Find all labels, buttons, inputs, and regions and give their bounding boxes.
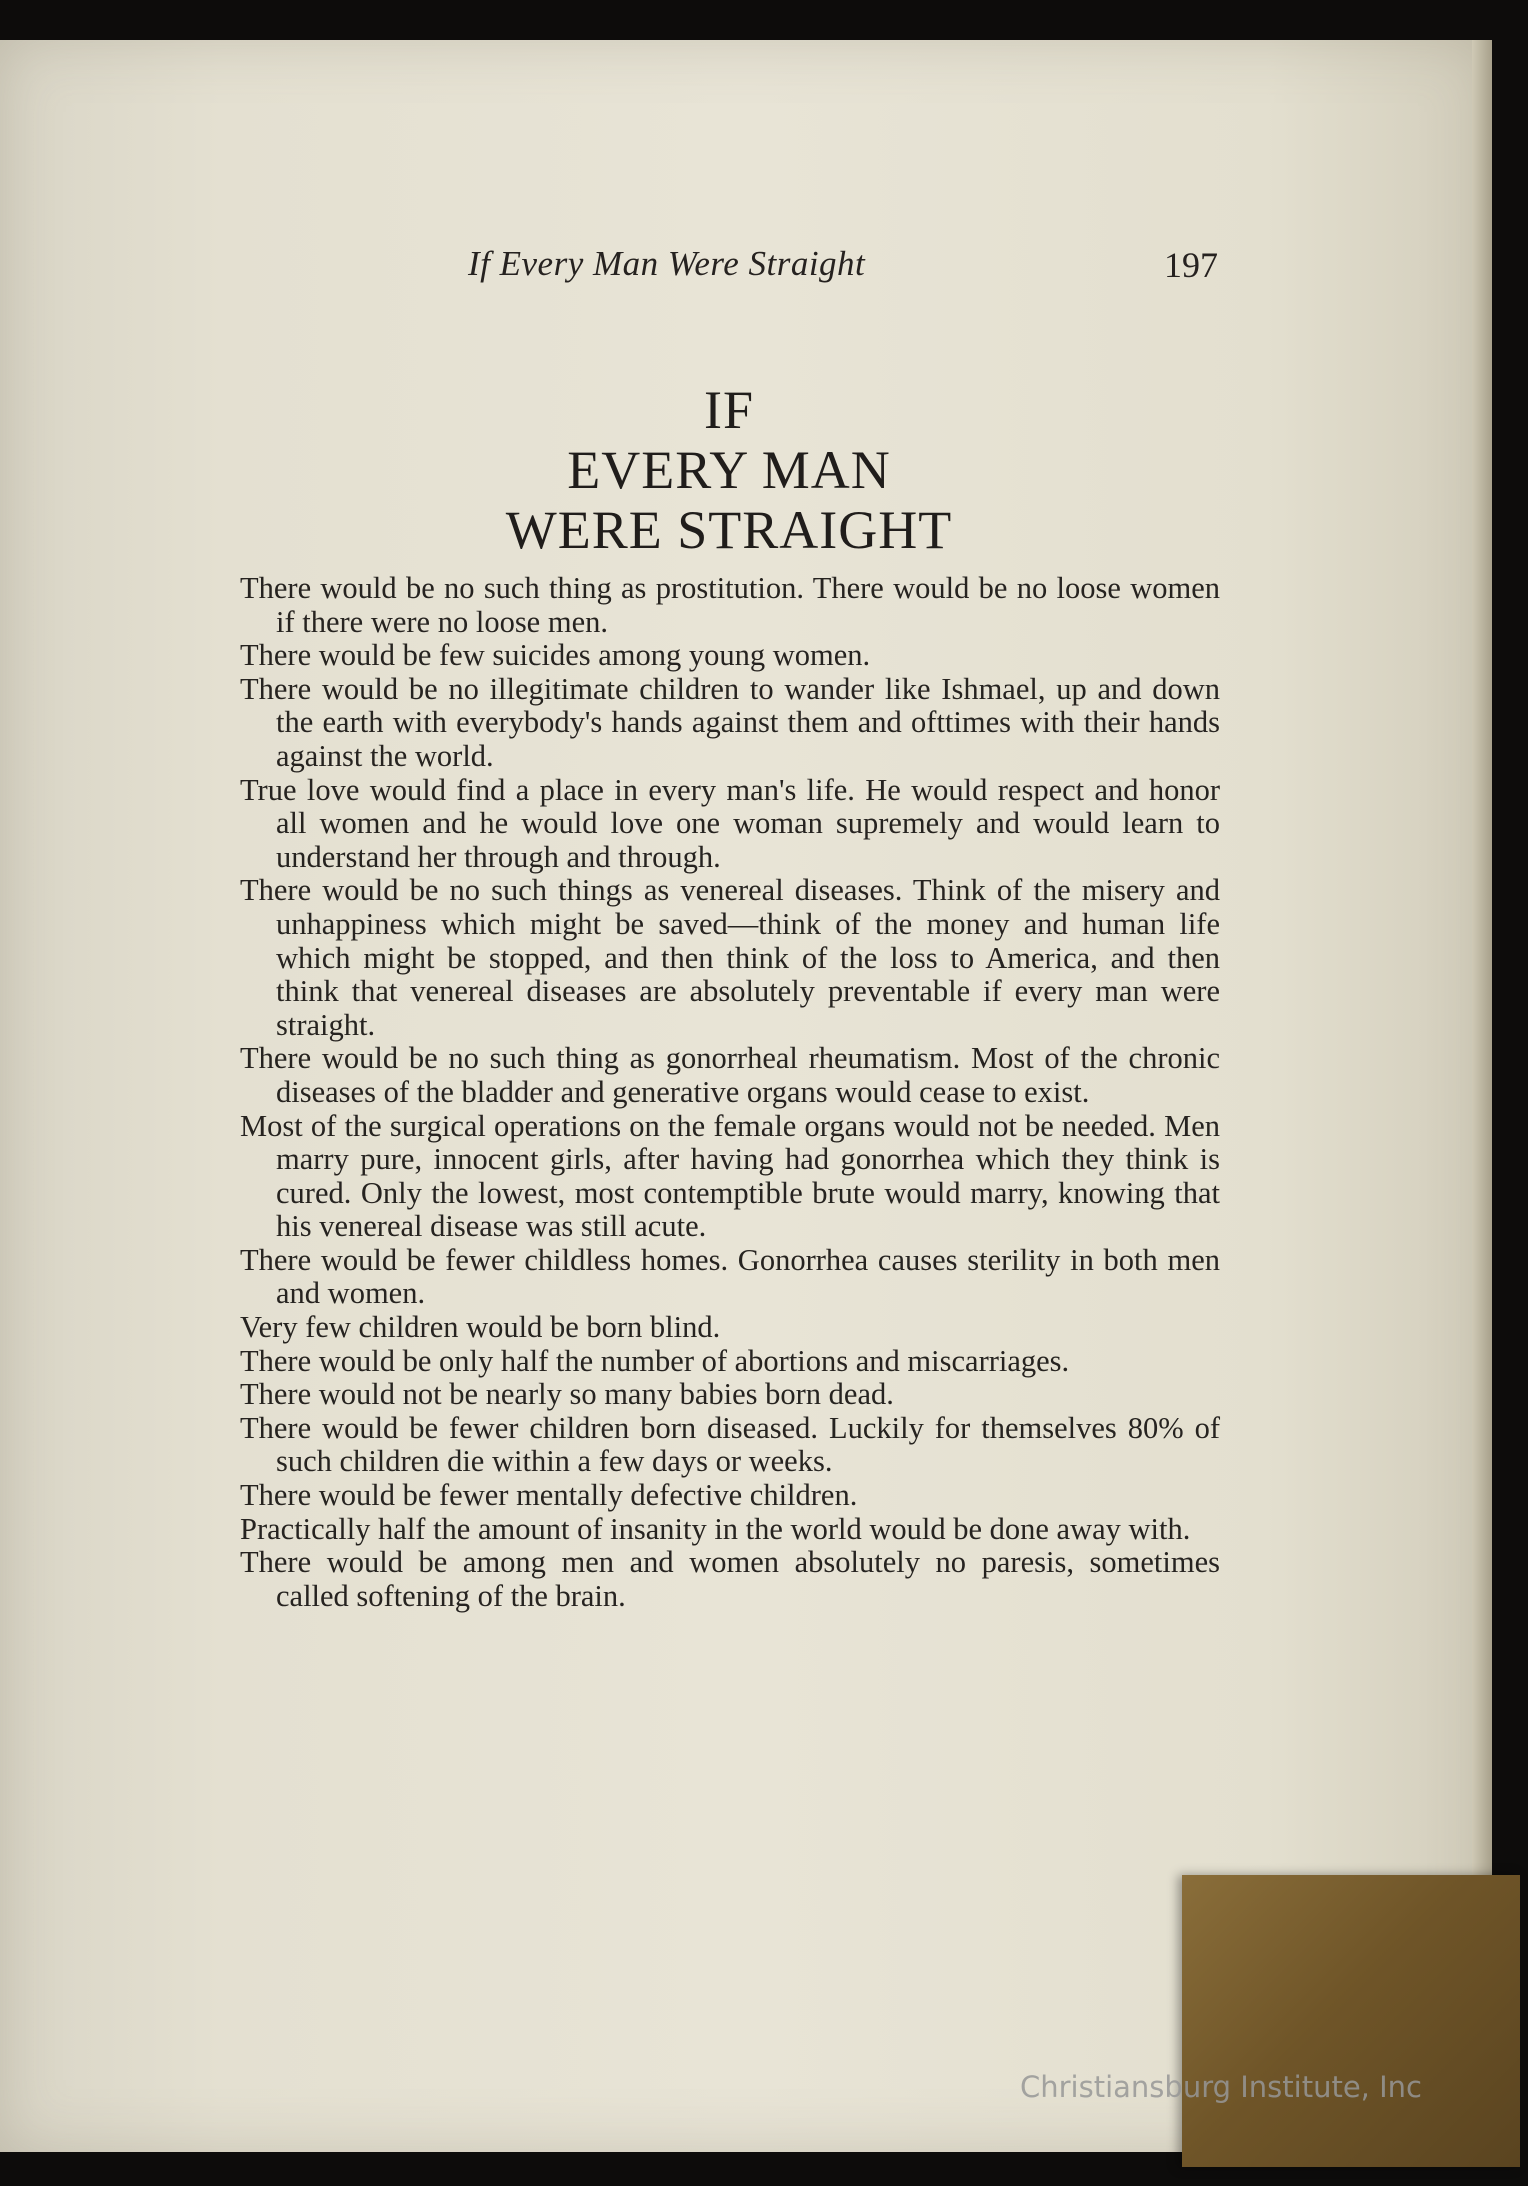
paragraph: Practically half the amount of insanity in the world would be done away with. [240,1511,1191,1546]
chapter-title-line-3: WERE STRAIGHT [505,500,953,560]
paragraph: Very few children would be born blind. [240,1310,721,1345]
paragraph: Most of the surgical operations on the female organs would not be needed. Men marry pure, innocent girls, after having had gonorrhea which they think is cured. Only the lowest, most contemptible brute would marry, knowing that his venereal disease was still acute. [240,1108,1220,1244]
page-edge [1472,40,1492,2152]
chapter-title [240,380,1218,560]
paragraph: There would be no such thing as gonorrheal rheumatism. Most of the chronic diseases of the bladder and generative organs would cease to exist. [240,1041,1220,1109]
paragraph: There would be few suicides among young women. [240,638,871,673]
chapter-title-line-2: EVERY MAN [567,440,891,500]
paragraph: There would be among men and women absolutely no paresis, sometimes called softening of the brain. [240,1545,1220,1613]
paragraph: There would not be nearly so many babies born dead. [240,1377,894,1412]
paragraph: There would be fewer children born diseased. Luckily for themselves 80% of such children die within a few days or weeks. [240,1410,1220,1479]
paragraph: True love would find a place in every man's life. He would respect and honor all women and he would love one woman supremely and would learn to understand her through and through. [240,772,1220,874]
running-head [240,244,1218,294]
paragraph: There would be no illegitimate children to wander like Ishmael, up and down the earth with everybody's hands against them and ofttimes with their hands against the world. [240,671,1220,773]
gold-page-holder [1182,1875,1520,2167]
chapter-title-line-1: IF [703,380,754,440]
paragraph: There would be no such things as venereal diseases. Think of the misery and unhappiness which might be saved—think of the money and human life which might be stopped, and then think of the loss to America, and then think that venereal diseases are absolutely preventable if every man were straight. [240,873,1220,1042]
watermark-text: Christiansburg Institute, Inc [1020,2070,1422,2104]
paragraph: There would be fewer mentally defective children. [240,1478,858,1513]
paragraph: There would be no such thing as prostitution. There would be no loose women if there were no loose men. [240,571,1220,639]
paragraph: There would be only half the number of abortions and miscarriages. [240,1343,1070,1378]
running-head-title: If Every Man Were Straight [468,244,866,283]
page-number: 197 [1164,245,1218,285]
paragraph: There would be fewer childless homes. Gonorrhea causes sterility in both men and women. [240,1242,1220,1311]
body-text [240,572,1220,1613]
